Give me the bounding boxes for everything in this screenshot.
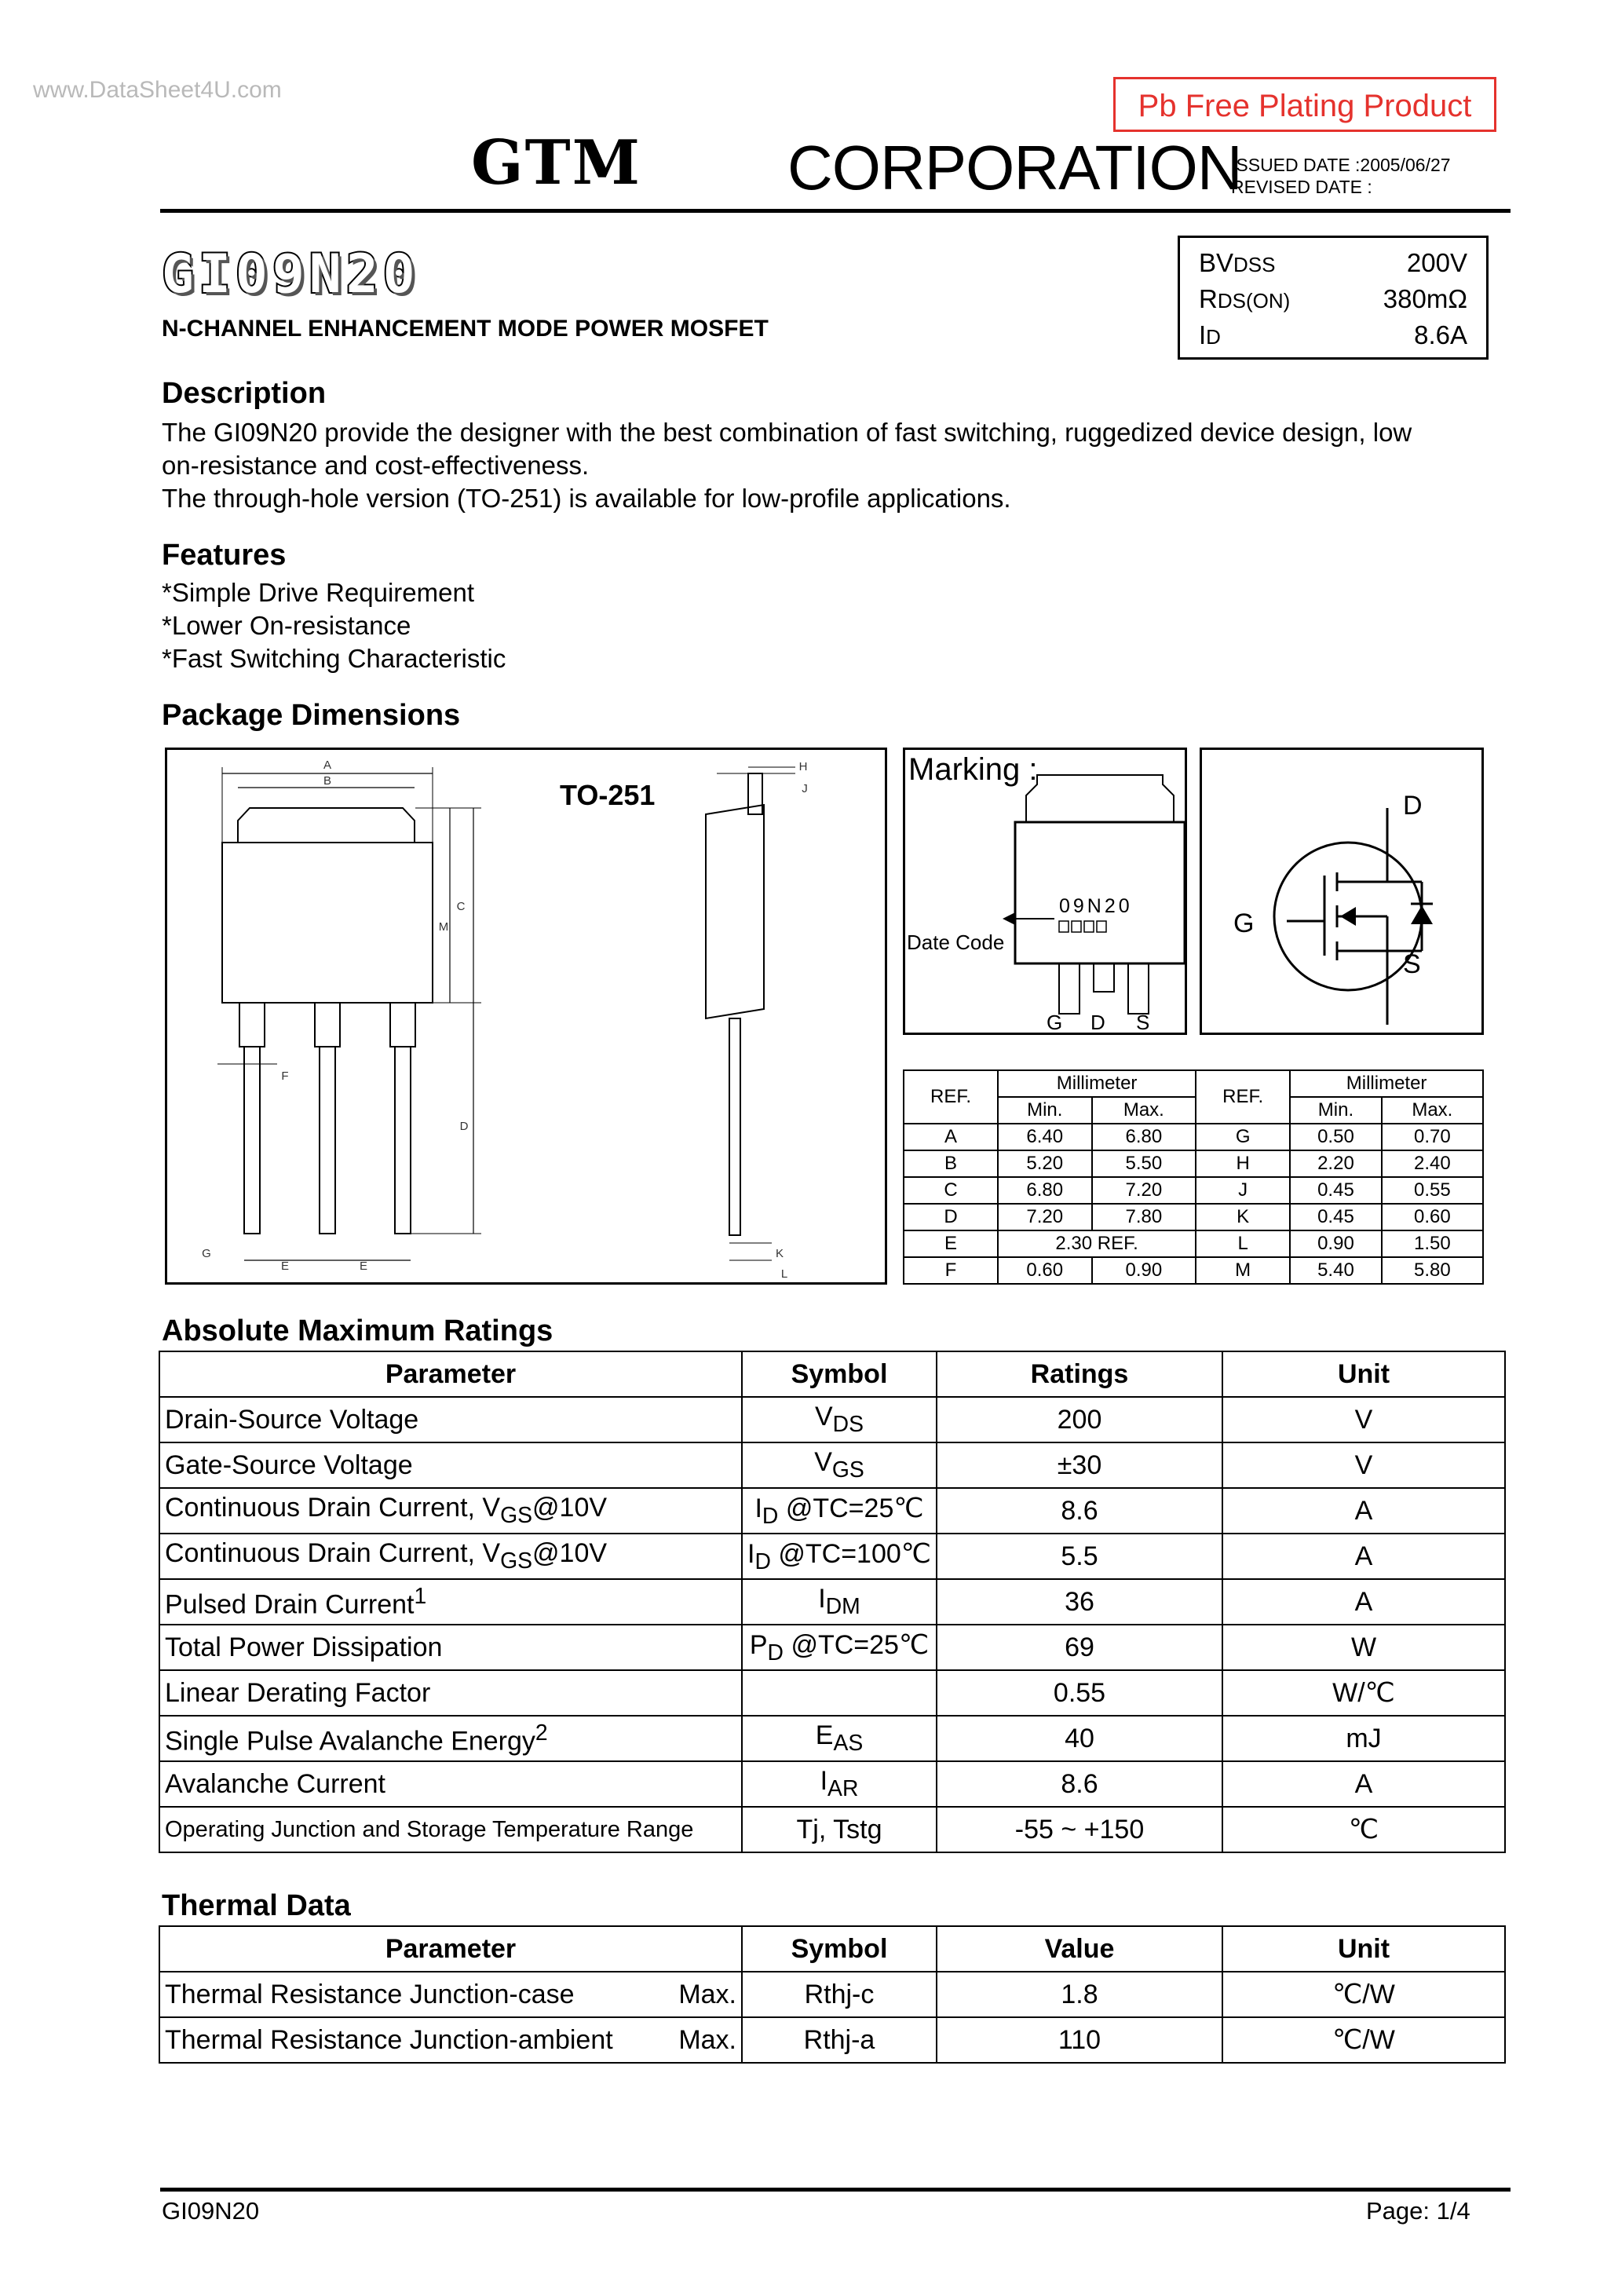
dim-label-l: L: [780, 1267, 788, 1281]
table-row: E 2.30 REF. L 0.90 1.50: [904, 1230, 1483, 1257]
key-specs-box: [1178, 236, 1489, 360]
dim-label-a: A: [323, 759, 332, 772]
header-divider: [160, 209, 1511, 213]
dim-label-k: K: [775, 1247, 784, 1260]
column-header: Symbol: [742, 1926, 937, 1972]
table-row: Single Pulse Avalanche Energy$^2$ $E_{AS}$ 40 mJ: [159, 1716, 1505, 1761]
pin-label-gate: G: [1233, 909, 1255, 938]
column-header: Parameter: [159, 1351, 742, 1397]
mosfet-symbol: [1200, 748, 1484, 1035]
table-row: Continuous Drain Current, $V_{GS}@10V$ $I_D$ @TC=25℃ 8.6 A: [159, 1488, 1505, 1534]
feature-item: *Simple Drive Requirement: [162, 578, 474, 607]
corporation-title: CORPORATION: [787, 133, 1242, 203]
table-row: Gate-Source Voltage $V_{GS}$ ±30 V: [159, 1442, 1505, 1488]
thermal-table: [159, 1925, 1506, 2064]
pin-label-g: G: [1047, 1011, 1063, 1033]
column-header: Parameter: [159, 1926, 742, 1972]
dim-label-e2: E: [359, 1260, 368, 1273]
footer-part-number: GI09N20: [162, 2197, 260, 2225]
unit-header: Millimeter: [1290, 1070, 1483, 1097]
body-diode-icon: [1411, 905, 1433, 924]
column-header: Symbol: [742, 1351, 937, 1397]
dim-label-m: M: [438, 920, 449, 934]
package-heading: Package Dimensions: [162, 699, 461, 732]
feature-item: *Lower On-resistance: [162, 611, 411, 640]
table-row: Thermal Resistance Junction-case Max. Rthj-c 1.8 ℃/W: [159, 1972, 1505, 2017]
column-header: Unit: [1222, 1926, 1505, 1972]
pin-label-drain: D: [1403, 791, 1423, 821]
abs-max-table: [159, 1351, 1506, 1853]
dim-label-c: C: [456, 900, 466, 913]
part-number: GI09N20: [162, 243, 420, 305]
dim-label-h: H: [798, 760, 808, 773]
revised-date: REVISED DATE :: [1231, 177, 1372, 197]
table-row: Total Power Dissipation $P_D$ @TC=25℃ 69 W: [159, 1625, 1505, 1670]
table-row: C 6.80 7.20 J 0.45 0.55: [904, 1177, 1483, 1204]
description-heading: Description: [162, 377, 327, 410]
table-row: Drain-Source Voltage $V_{DS}$ 200 V: [159, 1397, 1505, 1442]
to251-outline-drawing: [167, 750, 885, 1282]
dim-label-f: F: [281, 1069, 289, 1083]
description-text: The GI09N20 provide the designer with the best combination of fast switching, ruggedized device design, low on-resistance and cost-effectiveness. The through-hole version (TO-251) is available for low-profile applications.: [162, 418, 1412, 513]
watermark: www.DataSheet4U.com: [33, 77, 282, 103]
device-subtitle: N-CHANNEL ENHANCEMENT MODE POWER MOSFET: [162, 316, 769, 342]
column-header: Ratings: [937, 1351, 1222, 1397]
table-row: Linear Derating Factor 0.55 W/℃: [159, 1670, 1505, 1716]
spec-row: BVDSS 200V: [1199, 248, 1467, 277]
dim-label-d: D: [459, 1120, 469, 1133]
package-type-label: TO-251: [560, 779, 656, 811]
table-row: D 7.20 7.80 K 0.45 0.60: [904, 1204, 1483, 1230]
channel-arrow: [1340, 907, 1356, 926]
table-row: F 0.60 0.90 M 5.40 5.80: [904, 1257, 1483, 1284]
marking-svg: [905, 750, 1185, 1033]
pb-free-badge: Pb Free Plating Product: [1113, 77, 1496, 132]
features-heading: Features: [162, 539, 287, 572]
issued-date: ISSUED DATE :2005/06/27: [1231, 155, 1451, 175]
unit-header: Millimeter: [998, 1070, 1196, 1097]
brand-logo: GTM: [471, 127, 641, 199]
table-row: Thermal Resistance Junction-ambient Max. Rthj-a 110 ℃/W: [159, 2017, 1505, 2063]
thermal-heading: Thermal Data: [162, 1889, 351, 1922]
date-code-arrow: [1003, 912, 1015, 925]
dimensions-table: [903, 1069, 1484, 1285]
pin-label-source: S: [1403, 949, 1421, 979]
page-number: Page: 1/4: [1366, 2197, 1470, 2225]
marking-label: Marking :: [908, 752, 1038, 787]
spec-row: RDS(ON) 380mΩ: [1199, 284, 1467, 313]
column-header: Value: [937, 1926, 1222, 1972]
ref-header: REF.: [1196, 1070, 1290, 1124]
min-header: Min.: [1290, 1097, 1382, 1124]
min-header: Min.: [998, 1097, 1092, 1124]
column-header: Unit: [1222, 1351, 1505, 1397]
table-row: Pulsed Drain Current$^1$ $I_{DM}$ 36 A: [159, 1579, 1505, 1625]
spec-row: ID 8.6A: [1199, 320, 1467, 349]
table-row: Continuous Drain Current, $V_{GS}@10V$ $I_D$ @TC=100℃ 5.5 A: [159, 1534, 1505, 1579]
table-row: B 5.20 5.50 H 2.20 2.40: [904, 1150, 1483, 1177]
features-list: [162, 576, 506, 675]
dim-label-g: G: [202, 1247, 211, 1260]
dim-label-b: B: [323, 774, 332, 788]
dim-label-j: J: [802, 782, 808, 795]
pin-label-s: S: [1136, 1011, 1150, 1033]
pin-label-d: D: [1090, 1011, 1105, 1033]
feature-item: *Fast Switching Characteristic: [162, 644, 506, 673]
marking-drawing: [903, 748, 1187, 1035]
max-header: Max.: [1382, 1097, 1483, 1124]
max-header: Max.: [1092, 1097, 1196, 1124]
dim-label-e: E: [280, 1260, 290, 1273]
ref-header: REF.: [904, 1070, 998, 1124]
issue-dates: [1231, 154, 1451, 198]
table-row: A 6.40 6.80 G 0.50 0.70: [904, 1124, 1483, 1150]
mosfet-symbol-svg: [1202, 750, 1481, 1033]
footer-divider: [160, 2188, 1511, 2192]
date-code-label: Date Code: [907, 930, 1005, 954]
table-row: Avalanche Current $I_{AR}$ 8.6 A: [159, 1761, 1505, 1807]
abs-max-heading: Absolute Maximum Ratings: [162, 1314, 553, 1347]
marking-code: 09N20: [1059, 895, 1133, 917]
package-drawing: [165, 748, 887, 1285]
table-row: Operating Junction and Storage Temperature Range Tj, Tstg -55 ~ +150 ℃: [159, 1807, 1505, 1852]
